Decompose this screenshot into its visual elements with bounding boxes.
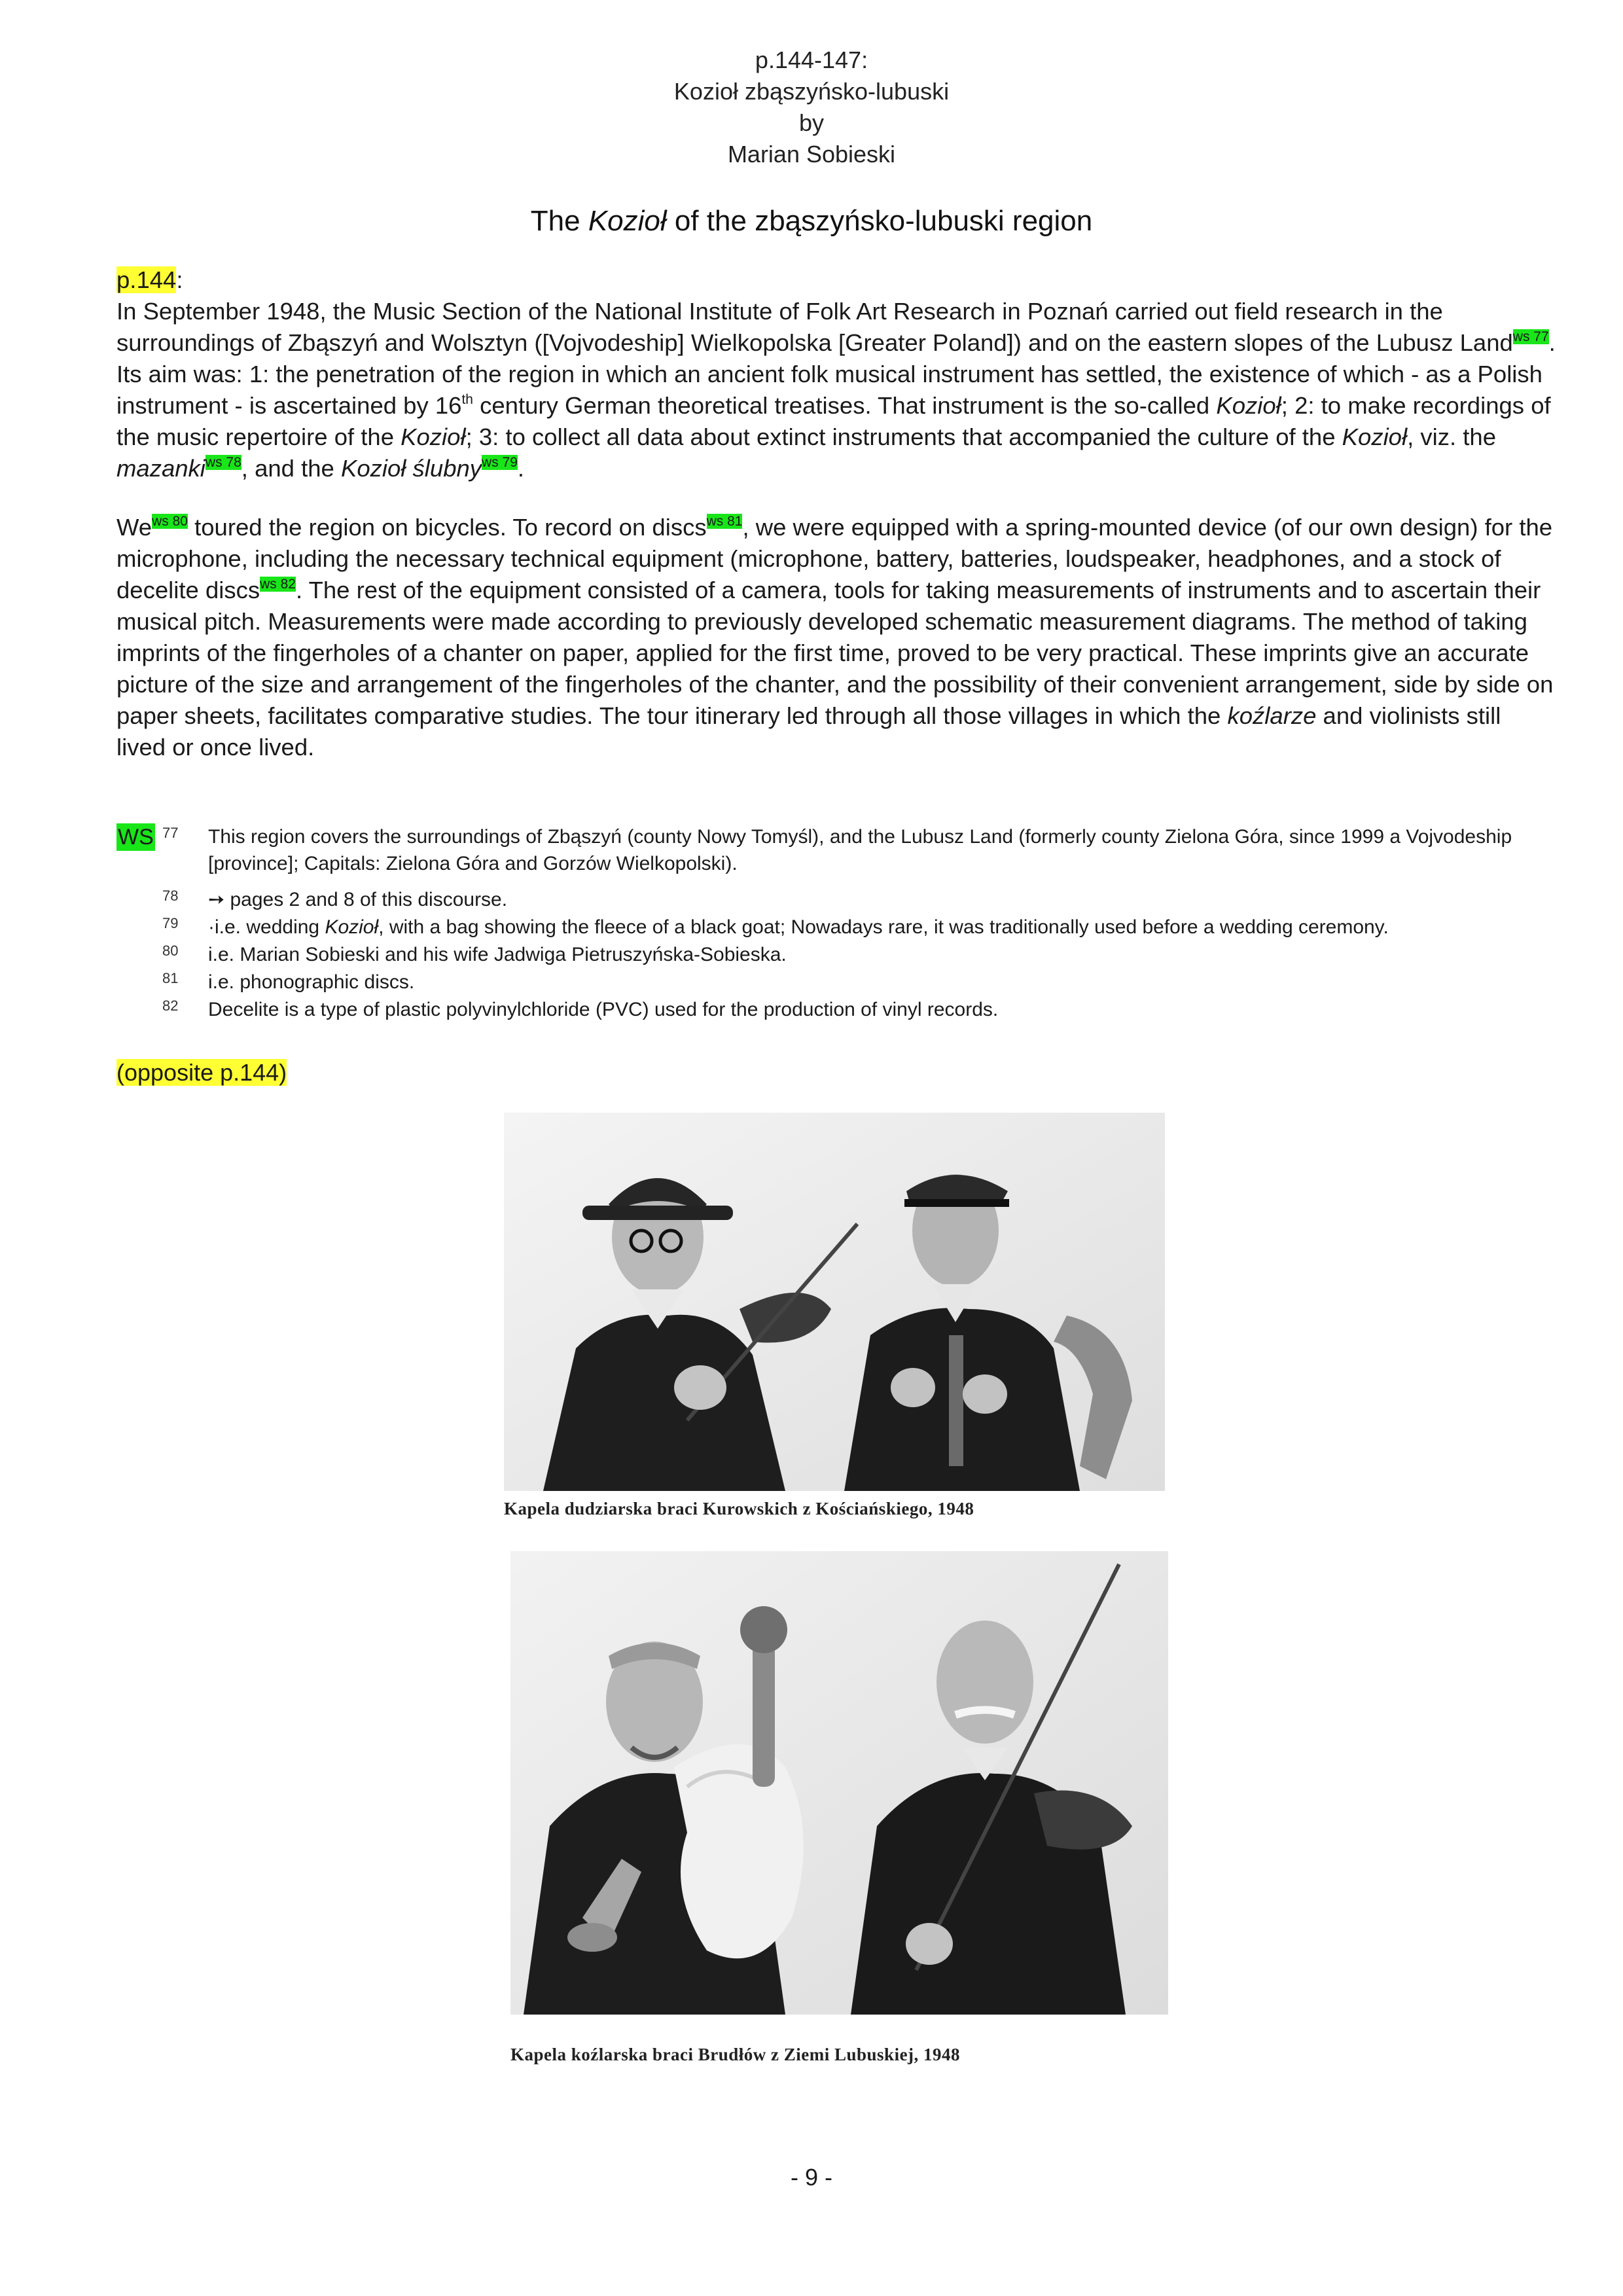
page-title: The Kozioł of the zbąszyńsko-lubuski region (530, 205, 1093, 237)
photo-2-image (510, 1551, 1168, 2015)
page-label: p.144: (116, 266, 183, 293)
footnote-ref-80[interactable]: ws 80 (152, 514, 188, 529)
document-header (0, 45, 1623, 170)
photo-goat-bagpipe-band (510, 1551, 1168, 2015)
photo-bagpipe-band (504, 1113, 1165, 1491)
photo-2-caption: Kapela koźlarska braci Brudłów z Ziemi Lubuskiej, 1948 (510, 2045, 961, 2064)
opposite-page-label: (opposite p.144) (116, 1059, 287, 1086)
footnote-ref-79[interactable]: ws 79 (482, 455, 518, 470)
header-original-title: Kozioł zbąszyńsko-lubuski (673, 78, 950, 105)
ordinal-th: th (461, 392, 473, 407)
photo-1-image (504, 1113, 1165, 1491)
paragraph-2: $We^{ws 80}$ toured the region on bicycles. To record on discs$^{ws 81}$, we were equipped with a spring-mounted device (of our own design) for the microphone, including the necessary technical equipment (microphone, battery, batteries, loudspeaker, headphones, and a stock of decelite discs$^{ws 82}$. The rest of the equipment consisted of a camera, tools for taking measurements of instruments and to ascertain their musical pitch. Measurements were made according to previously developed schematic measurement diagrams. The method of taking imprints of the fingerholes of a chanter on paper, applied for the first time, proved to be very practical. These imprints give an accurate picture of the size and arrangement of the fingerholes of the chanter, and the possibility of their convenient arrangement, side by side on paper sheets, facilitates comparative studies. The tour itinerary led through all those villages in which the koźlarze and violinists still lived or once lived. (116, 514, 1554, 761)
photo-1-caption: Kapela dudziarska braci Kurowskich z Kościańskiego, 1948 (504, 1499, 974, 1518)
header-author: Marian Sobieski (727, 141, 896, 168)
footnote-ref-81[interactable]: ws 81 (706, 514, 743, 529)
footnote-ref-82[interactable]: ws 82 (260, 577, 296, 592)
title-italic: Kozioł (588, 205, 667, 237)
header-by: by (798, 109, 825, 136)
page-number: - 9 - (790, 2164, 832, 2191)
footnote-ref-77[interactable]: ws 77 (1512, 329, 1549, 344)
header-pages: p.144-147: (755, 46, 868, 73)
arrow-icon: ➙ (208, 889, 225, 910)
paragraph-1: In September 1948, the Music Section of the National Institute of Folk Art Research in Poznań carried out field research in the surroundings of Zbąszyń and Wolsztyn ([Vojvodeship] Wielkopolska [Greater Poland]) and on the eastern slopes of the Lubusz Land$^{ws 77}$. Its aim was: 1: the penetration of the region in which an ancient folk musical instrument has settled, the existence of which - as a Polish instrument - is ascertained by 16th century German theoretical treatises. That instrument is the so-called Kozioł; 2: to make recordings of the music repertoire of the Kozioł; 3: to collect all data about extinct instruments that accompanied the culture of the Kozioł, viz. the mazanki$^{ws 78}$, and the Kozioł ślubny$^{ws 79}$. (116, 298, 1556, 482)
footnote-ref-78[interactable]: ws 78 (205, 455, 241, 470)
footnotes-ws-label: WS (118, 825, 154, 850)
page-label-tag: p.144 (116, 266, 177, 293)
